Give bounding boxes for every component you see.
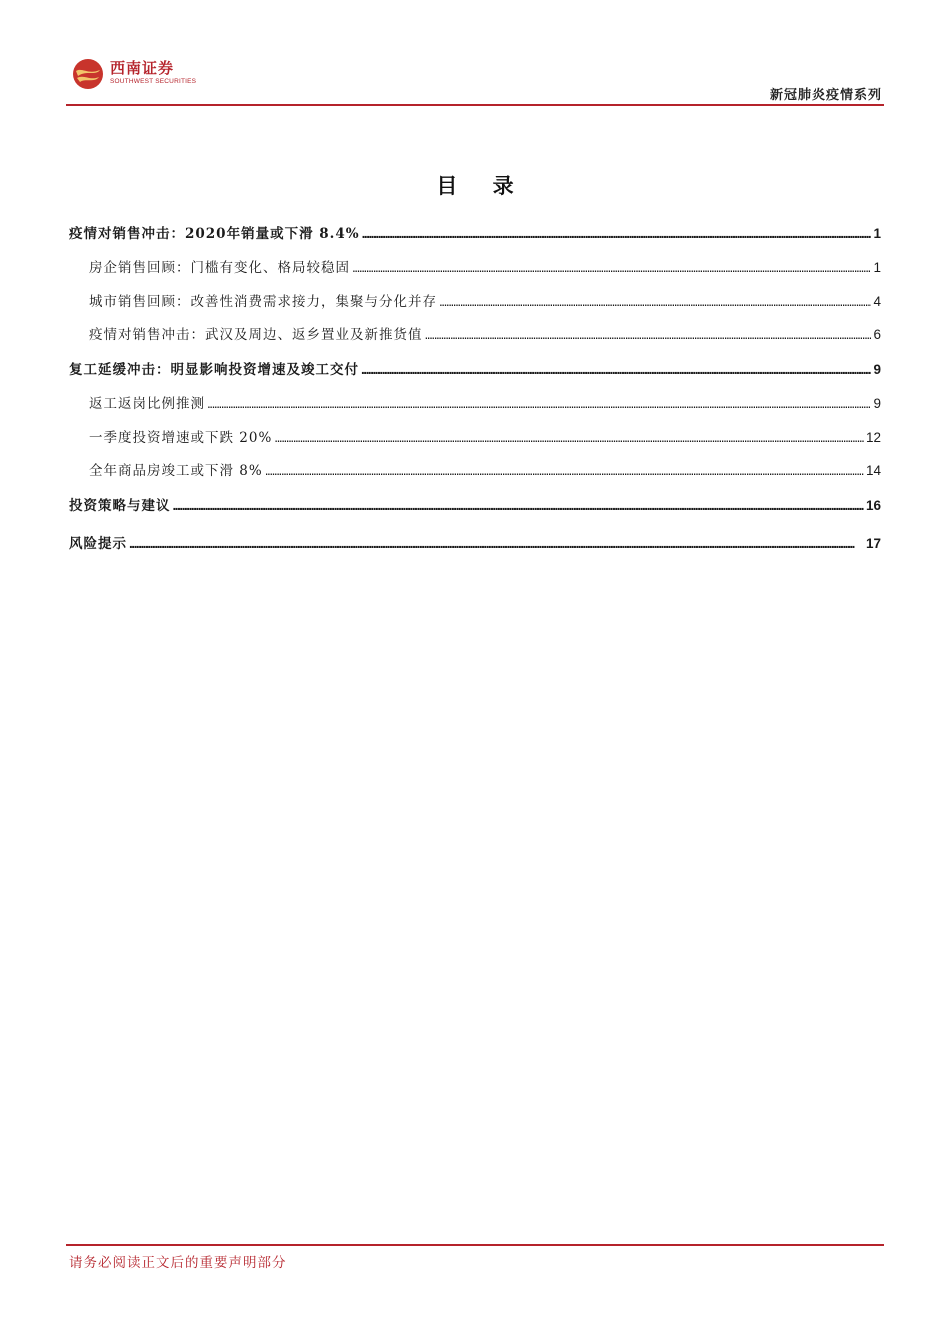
- page-header: [66, 56, 884, 106]
- disclaimer-note: 请务必阅读正文后的重要声明部分: [69, 1255, 287, 1271]
- toc-leader-dots: [352, 260, 871, 275]
- toc-leader-dots: [265, 463, 864, 478]
- toc-entry-page: 1: [873, 260, 881, 275]
- toc-entry-page: 4: [873, 294, 881, 309]
- footer-divider: [66, 1244, 884, 1246]
- company-logo: [72, 58, 196, 90]
- toc-entry[interactable]: [69, 532, 881, 556]
- toc-leader-dots: [439, 294, 871, 309]
- toc-entry-page: 17: [865, 536, 881, 551]
- toc-entry-label: 投资策略与建议: [69, 498, 171, 514]
- toc-entry[interactable]: [69, 222, 881, 246]
- toc-entry-label: 返工返岗比例推测: [89, 396, 205, 412]
- toc-entry[interactable]: [69, 290, 881, 314]
- toc-leader-dots: [362, 226, 872, 241]
- toc-entry-page: 6: [873, 327, 881, 342]
- toc-entry[interactable]: [69, 358, 881, 382]
- toc-entry-page: 9: [873, 396, 881, 411]
- header-divider: [66, 104, 884, 106]
- toc-entry[interactable]: [69, 323, 881, 347]
- toc-entry-label: 房企销售回顾：门槛有变化、格局较稳固: [89, 260, 350, 276]
- toc-entry-page: 12: [865, 430, 881, 445]
- toc-leader-dots: [129, 536, 864, 551]
- toc-entry-page: 16: [865, 498, 881, 513]
- toc-entry-page: 14: [865, 463, 881, 478]
- toc-entry[interactable]: [69, 426, 881, 450]
- toc-entry-label: 城市销售回顾：改善性消费需求接力，集聚与分化并存: [89, 294, 437, 310]
- toc-leader-dots: [173, 498, 864, 513]
- toc-entry-label: 全年商品房竣工或下滑 8%: [89, 463, 263, 479]
- toc-leader-dots: [207, 396, 871, 411]
- toc-leader-dots: [425, 327, 872, 342]
- toc-entry-page: 9: [873, 362, 881, 377]
- toc-title: 目 录: [436, 173, 528, 198]
- southwest-securities-logo-icon: [72, 58, 104, 90]
- toc-entry-label: 疫情对销售冲击：2020年销量或下滑 8.4%: [69, 226, 360, 242]
- toc-leader-dots: [274, 430, 864, 445]
- toc-entry-label: 一季度投资增速或下跌 20%: [89, 430, 273, 446]
- logo-chinese-name: 西南证券: [110, 59, 175, 77]
- report-series-title: 新冠肺炎疫情系列: [769, 88, 882, 103]
- toc-entry[interactable]: [69, 256, 881, 280]
- toc-entry-label: 疫情对销售冲击：武汉及周边、返乡置业及新推货值: [89, 327, 423, 343]
- toc-entry-label: 复工延缓冲击：明显影响投资增速及竣工交付: [69, 362, 359, 378]
- logo-english-name: SOUTHWEST SECURITIES: [110, 78, 197, 85]
- toc-entry-page: 1: [873, 226, 881, 241]
- toc-entry[interactable]: [69, 494, 881, 518]
- toc-entry[interactable]: [69, 392, 881, 416]
- toc-entry[interactable]: [69, 459, 881, 483]
- toc-leader-dots: [361, 362, 871, 377]
- toc-entry-label: 风险提示: [69, 536, 127, 552]
